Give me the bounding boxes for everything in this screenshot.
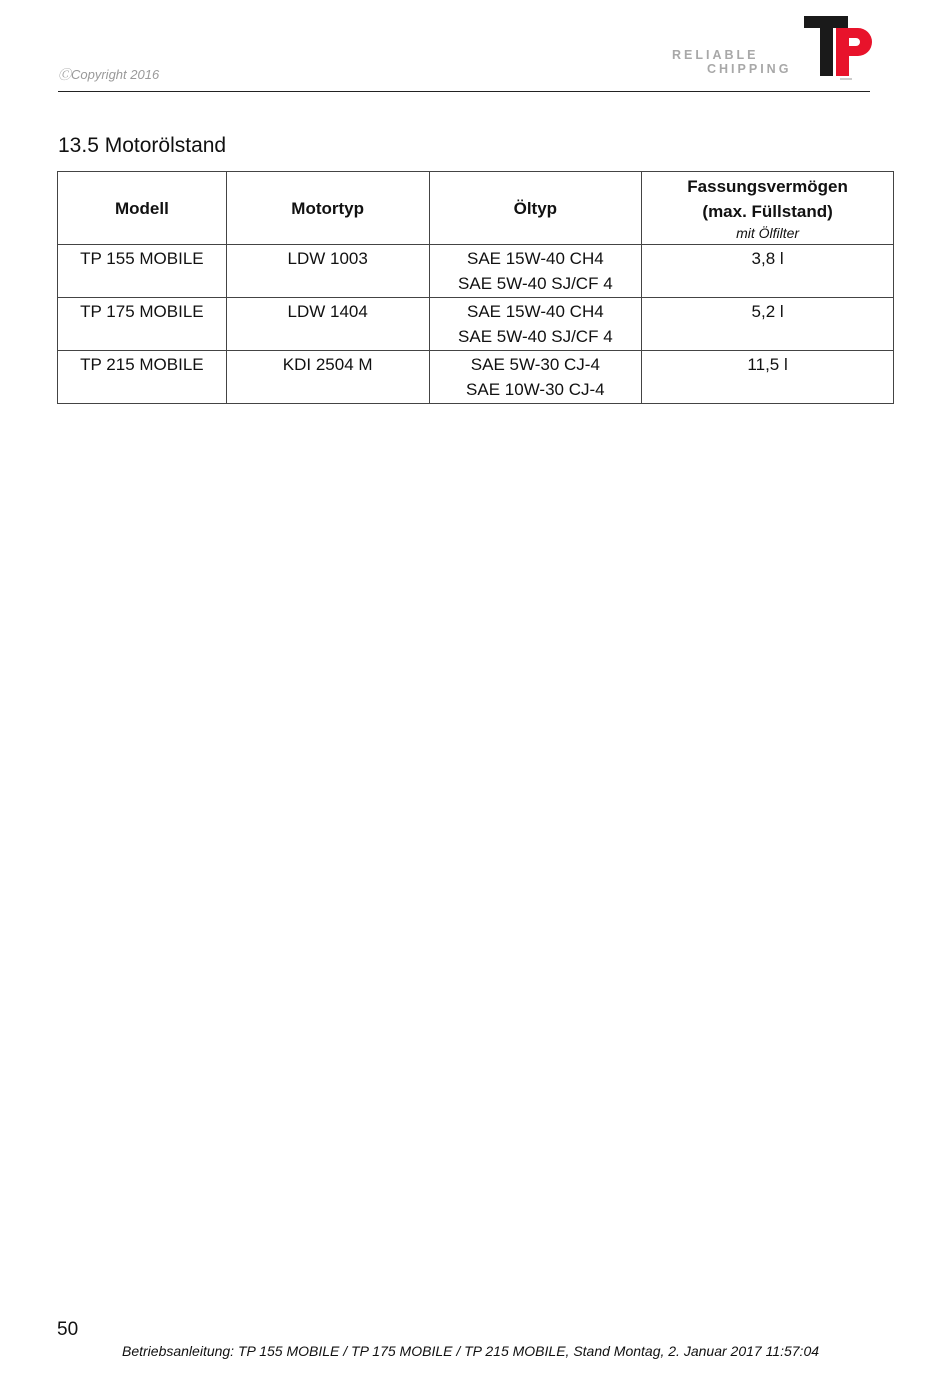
logo-tagline — [672, 48, 790, 76]
cell-model: TP 155 MOBILE — [58, 245, 227, 298]
table-row — [58, 298, 894, 351]
header-oil-type: Öltyp — [429, 172, 642, 245]
section-title: 13.5 Motorölstand — [58, 134, 227, 157]
header-divider — [58, 91, 870, 92]
cell-engine: KDI 2504 M — [226, 351, 429, 404]
oil-type-alternative: SAE 10W-30 CJ-4 — [466, 380, 605, 399]
cell-oil-type — [429, 298, 642, 351]
engine-oil-table — [57, 171, 894, 404]
header-capacity-line2: (max. Füllstand) — [702, 202, 833, 221]
cell-model: TP 175 MOBILE — [58, 298, 227, 351]
table-header-row — [58, 172, 894, 245]
cell-oil-type — [429, 351, 642, 404]
cell-capacity: 5,2 l — [642, 298, 894, 351]
header-capacity-line1: Fassungsvermögen — [687, 177, 848, 196]
header-model: Modell — [58, 172, 227, 245]
cell-oil-type — [429, 245, 642, 298]
table-row — [58, 245, 894, 298]
logo-tagline-line2: CHIPPING — [707, 62, 792, 76]
logo-tagline-line1: RELIABLE — [672, 48, 759, 62]
oil-type-alternative: SAE 5W-40 SJ/CF 4 — [458, 274, 613, 293]
tp-logo-icon — [800, 12, 878, 80]
oil-type-alternative: SAE 5W-40 SJ/CF 4 — [458, 327, 613, 346]
cell-engine: LDW 1003 — [226, 245, 429, 298]
footer-text: Betriebsanleitung: TP 155 MOBILE / TP 175 MOBILE / TP 215 MOBILE, Stand Montag, 2. Januar 2017 11:57:04 — [122, 1343, 820, 1359]
header-capacity — [642, 172, 894, 245]
table-row — [58, 351, 894, 404]
cell-model: TP 215 MOBILE — [58, 351, 227, 404]
page-number: 50 — [57, 1319, 79, 1340]
oil-type-primary: SAE 5W-30 CJ-4 — [470, 355, 600, 374]
cell-engine: LDW 1404 — [226, 298, 429, 351]
header-capacity-note: mit Ölfilter — [736, 225, 800, 241]
oil-type-primary: SAE 15W-40 CH4 — [466, 249, 604, 268]
oil-type-primary: SAE 15W-40 CH4 — [466, 302, 604, 321]
header-engine: Motortyp — [226, 172, 429, 245]
copyright-notice: ⒸCopyright 2016 — [58, 67, 160, 82]
cell-capacity: 11,5 l — [642, 351, 894, 404]
cell-capacity: 3,8 l — [642, 245, 894, 298]
